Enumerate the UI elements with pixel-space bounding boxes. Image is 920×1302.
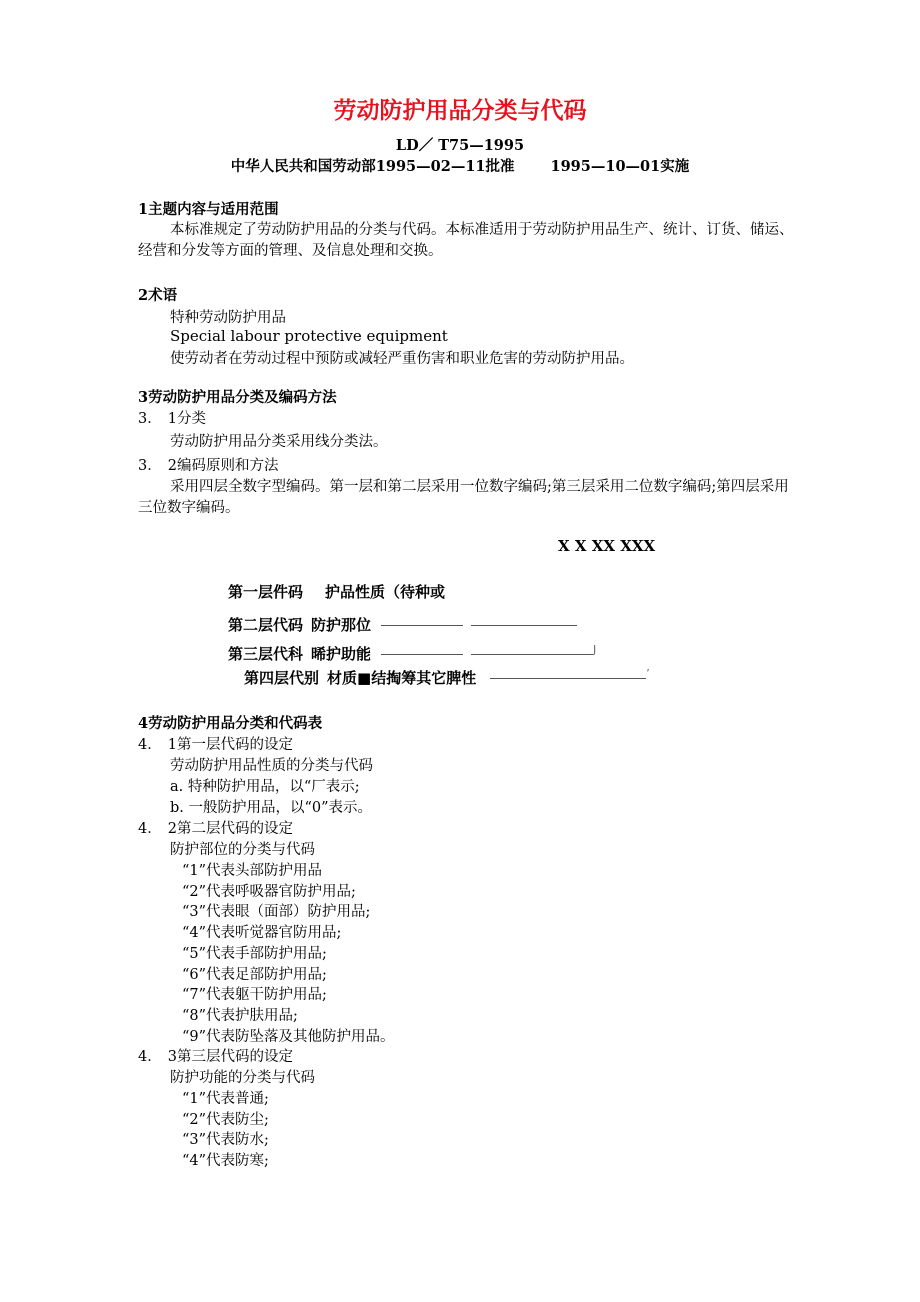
subsection-title: 1第一层代码的设定 <box>167 737 293 753</box>
list-item: “5”代表手部防护用品; <box>182 946 327 962</box>
level-1-label: 第一层件码 <box>228 583 304 601</box>
term-definition: 使劳动者在劳动过程中预防或减轻严重伤害和职业危害的劳动防护用品。 <box>170 351 634 367</box>
list-item: “4”代表听觉器官防用品; <box>182 925 342 941</box>
term-chinese: 特种劳动防护用品 <box>170 310 286 326</box>
subsection-3-1 <box>138 407 206 428</box>
subsection-3-2 <box>138 454 278 475</box>
list-item: “2”代表呼吸器官防护用品; <box>182 884 356 900</box>
subsection-4-3-intro: 防护功能的分类与代码 <box>170 1070 315 1086</box>
section-1-body: 本标准规定了劳动防护用品的分类与代码。本标准适用于劳动防护用品生产、统计、订货、储运、经营和分发等方面的管理、及信息处理和交换。 <box>138 222 794 259</box>
subsection-3-1-body: 劳动防护用品分类采用线分类法。 <box>170 434 388 450</box>
list-item: “6”代表足部防护用品; <box>182 967 327 983</box>
level-1-desc: 护品性质（待种或 <box>325 583 446 601</box>
diagram-level-1 <box>228 581 445 602</box>
connector-line <box>381 654 463 655</box>
list-item: “8”代表护肤用品; <box>182 1008 298 1024</box>
level-2-desc: 防护那位 <box>311 616 372 634</box>
level-4-label: 第四层代别 <box>244 669 320 687</box>
list-item: “3”代表防水; <box>182 1132 269 1148</box>
subsection-3-2-body: 采用四层全数字型编码。第一层和第二层采用一位数字编码;第三层采用二位数字编码;第四层采用三位数字编码。 <box>138 479 789 516</box>
subsection-number: 4． <box>138 1049 162 1065</box>
subsection-4-1-intro: 劳动防护用品性质的分类与代码 <box>170 758 373 774</box>
subsection-title: 3第三层代码的设定 <box>167 1049 293 1065</box>
list-item-a: a. 特种防护用品，以“厂表示; <box>170 779 360 795</box>
subsection-number: 4． <box>138 821 162 837</box>
level-4-desc: 材质■结掏筹其它脾性 <box>327 669 477 687</box>
list-item: “2”代表防尘; <box>182 1112 269 1128</box>
subsection-title: 1分类 <box>167 411 206 427</box>
subsection-4-2-intro: 防护部位的分类与代码 <box>170 842 315 858</box>
section-3-heading: 3劳动防护用品分类及编码方法 <box>138 389 337 406</box>
subsection-4-2 <box>138 817 293 838</box>
section-1-heading: 1主题内容与适用范围 <box>138 201 279 218</box>
subsection-number: 3． <box>138 411 162 427</box>
connector-tick: J <box>593 643 597 656</box>
connector-line <box>490 678 646 679</box>
list-item-b: b. 一般防护用品，以“0”表示。 <box>170 800 373 816</box>
subsection-number: 3． <box>138 458 162 474</box>
connector-line <box>471 654 593 655</box>
list-item: “9”代表防坠落及其他防护用品。 <box>182 1029 395 1045</box>
list-item: “1”代表头部防护用品 <box>182 863 323 879</box>
level-2-label: 第二层代码 <box>228 616 304 634</box>
list-item: “3”代表眼（面部）防护用品; <box>182 904 371 920</box>
diagram-level-2 <box>228 614 577 635</box>
subsection-4-3 <box>138 1045 293 1066</box>
subsection-title: 2第二层代码的设定 <box>167 821 293 837</box>
effective-date: 1995—10—01实施 <box>550 158 690 175</box>
level-3-label: 第三层代科 <box>228 645 304 663</box>
subsection-number: 4． <box>138 737 162 753</box>
page-title: 劳动防护用品分类与代码 <box>333 98 587 124</box>
standard-number: LD／ T75—1995 <box>395 137 525 154</box>
code-format: X X XX XXX <box>558 537 656 555</box>
section-4-heading: 4劳动防护用品分类和代码表 <box>138 715 323 732</box>
subsection-title: 2编码原则和方法 <box>167 458 279 474</box>
list-item: “1”代表普通; <box>182 1091 269 1107</box>
diagram-level-3 <box>228 643 596 664</box>
connector-line <box>381 625 463 626</box>
term-english: Special labour protective equipment <box>170 327 448 345</box>
subsection-4-1 <box>138 733 293 754</box>
list-item: “7”代表躯干防护用品; <box>182 987 327 1003</box>
approval-text: 中华人民共和国劳动部1995—02—11批准 <box>230 158 515 175</box>
diagram-level-4 <box>244 667 650 688</box>
connector-tick: ’ <box>646 667 650 680</box>
section-2-heading: 2术语 <box>138 287 178 304</box>
approval-line <box>0 155 920 176</box>
list-item: “4”代表防寒; <box>182 1153 269 1169</box>
level-3-desc: 晞护助能 <box>311 645 372 663</box>
connector-line <box>471 625 577 626</box>
